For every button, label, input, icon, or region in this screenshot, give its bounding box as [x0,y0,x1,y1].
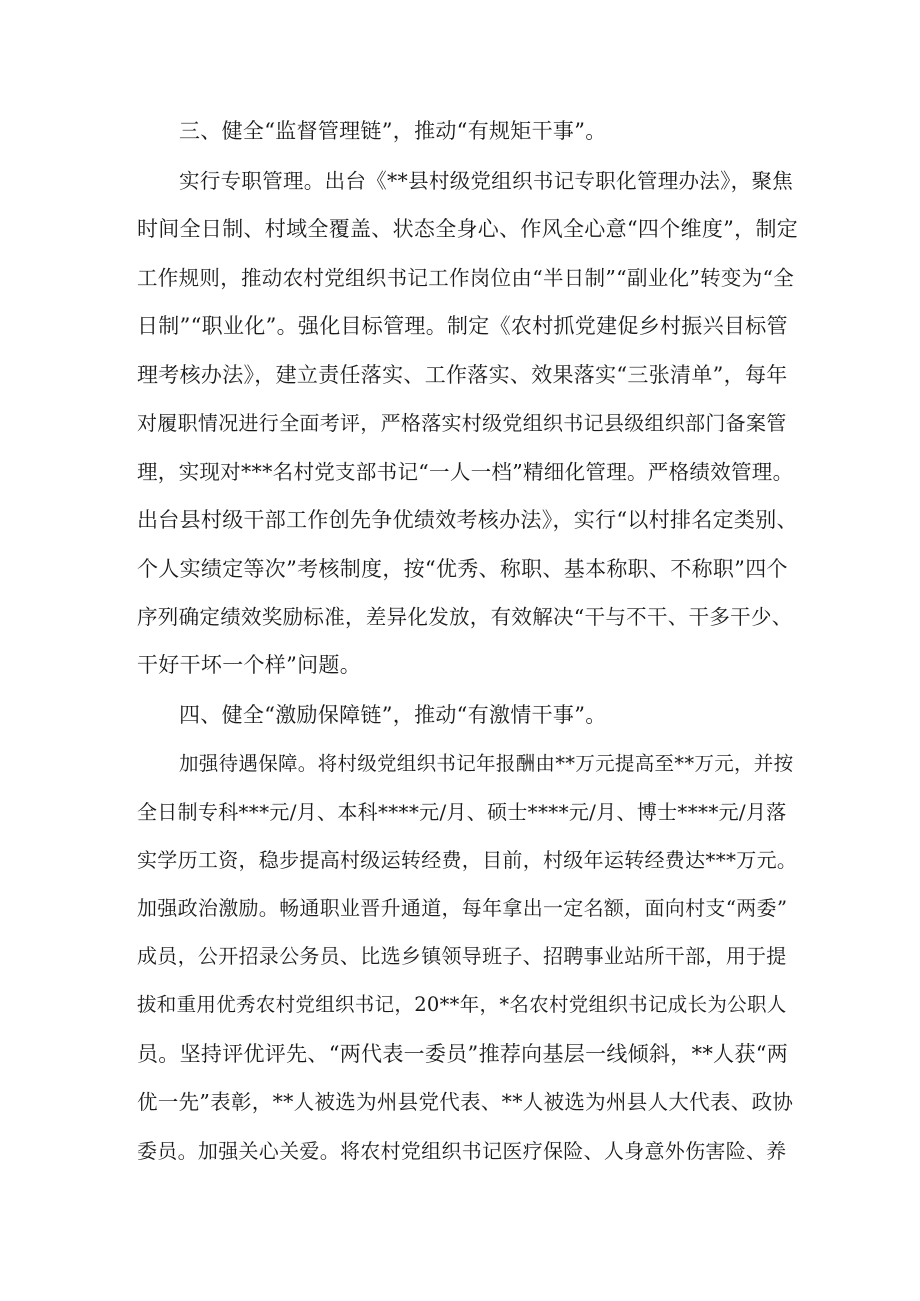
section4-line-6: 拔和重用优秀农村党组织书记，20**年，*名农村党组织书记成长为公职人 [137,993,787,1016]
section4-line-3: 实学历工资，稳步提高村级运转经费，目前，村级年运转经费达***万元。 [137,848,798,872]
section4-line-8: 优一先”表彰，**人被选为州县党代表、**人被选为州县人大代表、政协 [137,1090,794,1114]
section4-line-5: 成员，公开招录公务员、比选乡镇领导班子、招聘事业站所干部，用于提 [137,944,787,968]
section3-line-4: 日制”“职业化”。强化目标管理。制定《农村抓党建促乡村振兴目标管 [137,314,788,338]
section3-line-8: 出台县村级干部工作创先争优绩效考核办法》，实行“以村排名定类别、 [137,508,798,532]
section3-line-10: 序列确定绩效奖励标准，差异化发放，有效解决“干与不干、干多干少、 [137,605,793,629]
section4-line-4: 加强政治激励。畅通职业晋升通道，每年拿出一定名额，面向村支“两委” [137,896,788,920]
section4-line-9: 委员。加强关心关爱。将农村党组织书记医疗保险、人身意外伤害险、养 [137,1139,787,1163]
section4-heading: 四、健全“激励保障链”，推动“有激情干事”。 [179,703,607,727]
section4-line-2: 全日制专科***元/月、本科****元/月、硕士****元/月、博士****元/月落 [137,800,787,824]
section3-line-7: 理，实现对***名村党支部书记“一人一档”精细化管理。严格绩效管理。 [137,460,794,484]
section4-line-7: 员。坚持评优评先、“两代表一委员”推荐向基层一线倾斜，**人获“两 [137,1042,789,1066]
section3-line-1: 实行专职管理。出台《**县村级党组织书记专职化管理办法》，聚焦 [179,169,794,193]
section3-line-5: 理考核办法》，建立责任落实、工作落实、效果落实“三张清单”，每年 [137,363,788,387]
section3-line-11: 干好干坏一个样”问题。 [137,653,362,677]
section3-line-9: 个人实绩定等次”考核制度，按“优秀、称职、基本称职、不称职”四个 [137,557,788,581]
section3-line-2: 时间全日制、村域全覆盖、状态全身心、作风全心意“四个维度”，制定 [137,217,799,241]
section3-line-3: 工作规则，推动农村党组织书记工作岗位由“半日制”“副业化”转变为“全 [137,266,795,290]
section4-line-1: 加强待遇保障。将村级党组织书记年报酬由**万元提高至**万元，并按 [179,752,794,775]
section3-heading: 三、健全“监督管理链”，推动“有规矩干事”。 [179,119,607,143]
section3-line-6: 对履职情况进行全面考评，严格落实村级党组织书记县级组织部门备案管 [137,411,787,435]
